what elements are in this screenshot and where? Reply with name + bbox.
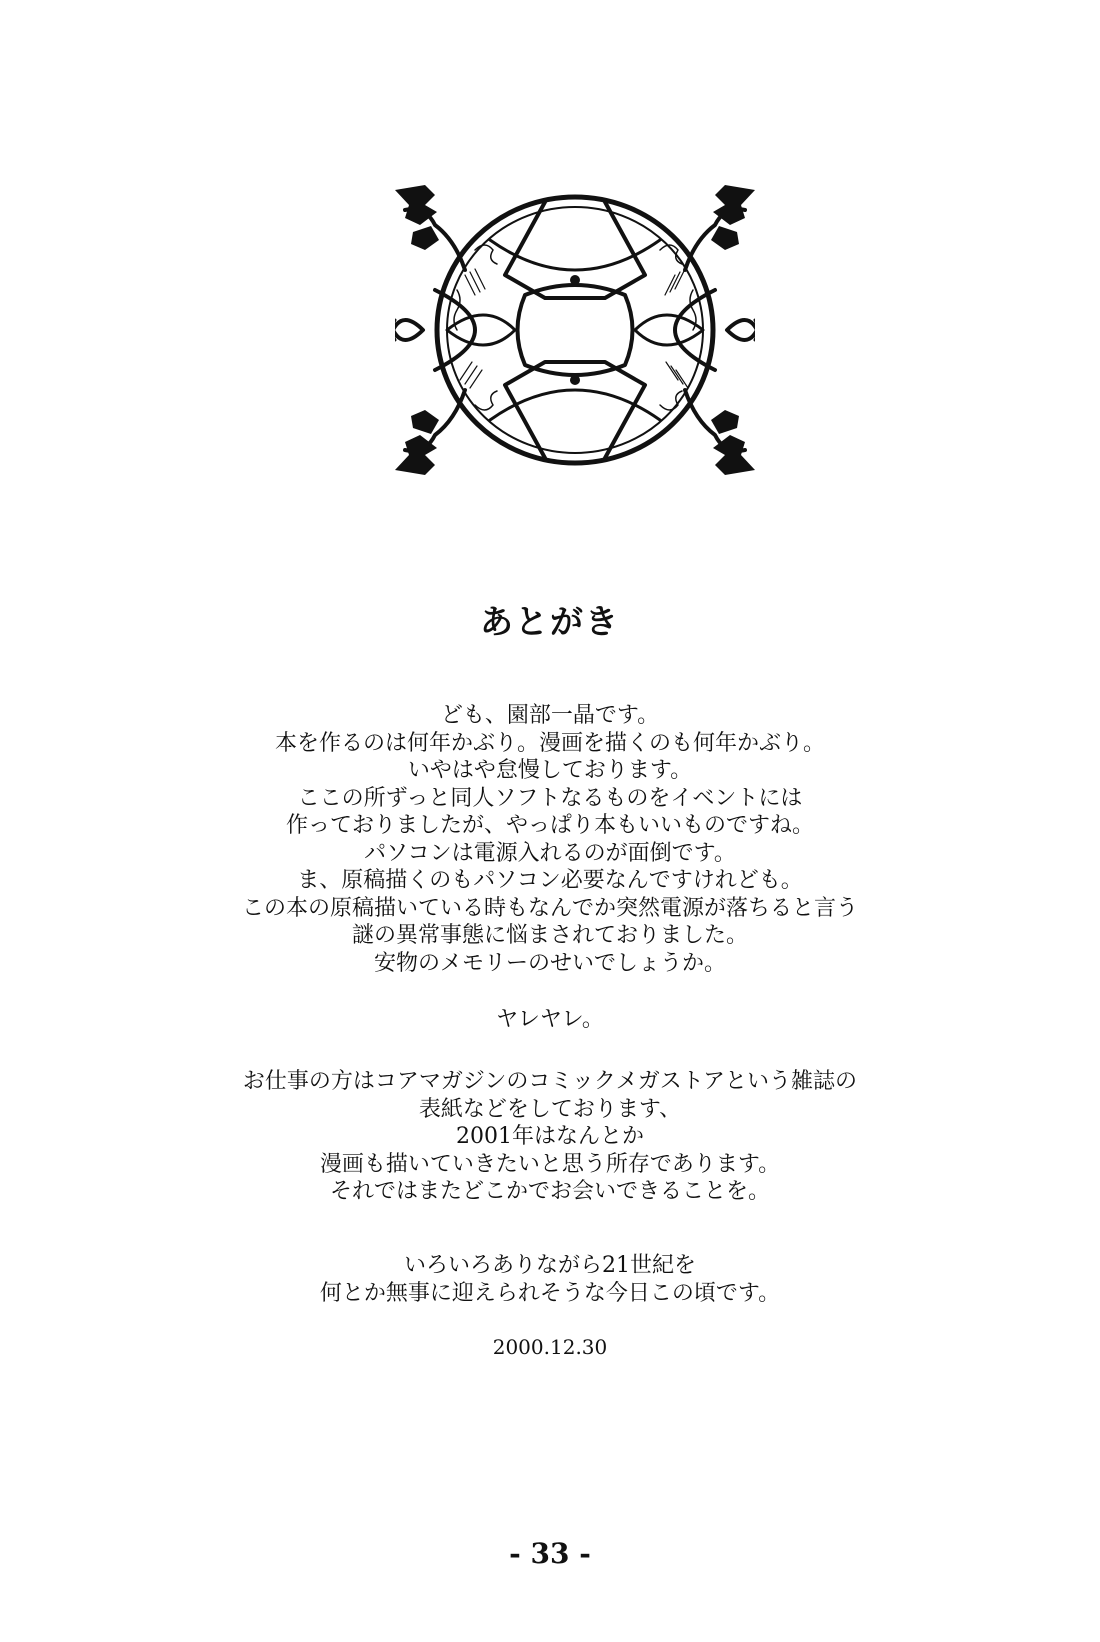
ornamental-emblem: [395, 180, 755, 480]
text-line: 作っておりましたが、やっぱり本もいいものですね。: [285, 813, 814, 838]
text-line: 2001年はなんとか: [456, 1124, 644, 1149]
text-line: ま、原稿描くのもパソコン必要なんですけれども。: [297, 868, 803, 893]
text-line: 本を作るのは何年かぶり。漫画を描くのも何年かぶり。: [274, 730, 825, 756]
text-line: それではまたどこかでお会いできることを。: [329, 1179, 770, 1204]
text-line: 漫画も描いていきたいと思う所存であります。: [319, 1151, 781, 1177]
text-line: 謎の異常事態に悩まされておりました。: [351, 923, 748, 948]
text-line: パソコンは電源入れるのが面倒です。: [364, 840, 736, 866]
afterword-title: あとがき: [480, 602, 620, 641]
afterword-paragraph-1: [0, 702, 1100, 977]
text-line: お仕事の方はコアマガジンのコミックメガストアという雑誌の: [242, 1069, 858, 1094]
text-line: いろいろありながら21世紀を: [404, 1253, 696, 1278]
afterword-paragraph-3: [0, 1068, 1100, 1206]
page-number: - 33 -: [509, 1537, 591, 1570]
text-line: ここの所ずっと同人ソフトなるものをイベントには: [297, 785, 803, 811]
afterword-date: 2000.12.30: [492, 1335, 608, 1359]
text-line: この本の原稿描いている時もなんでか突然電源が落ちると言う: [241, 895, 858, 921]
text-line: 何とか無事に迎えられそうな今日この頃です。: [319, 1280, 781, 1306]
text-line: ヤレヤレ。: [496, 1007, 604, 1032]
afterword-paragraph-4: [0, 1252, 1100, 1307]
afterword-paragraph-2: [0, 1006, 1100, 1034]
text-line: 安物のメモリーのせいでしょうか。: [373, 950, 726, 976]
text-line: 表紙などをしております、: [418, 1096, 682, 1122]
text-line: いやはや怠慢しております。: [407, 758, 693, 783]
text-line: ども、園部一晶です。: [440, 703, 660, 728]
